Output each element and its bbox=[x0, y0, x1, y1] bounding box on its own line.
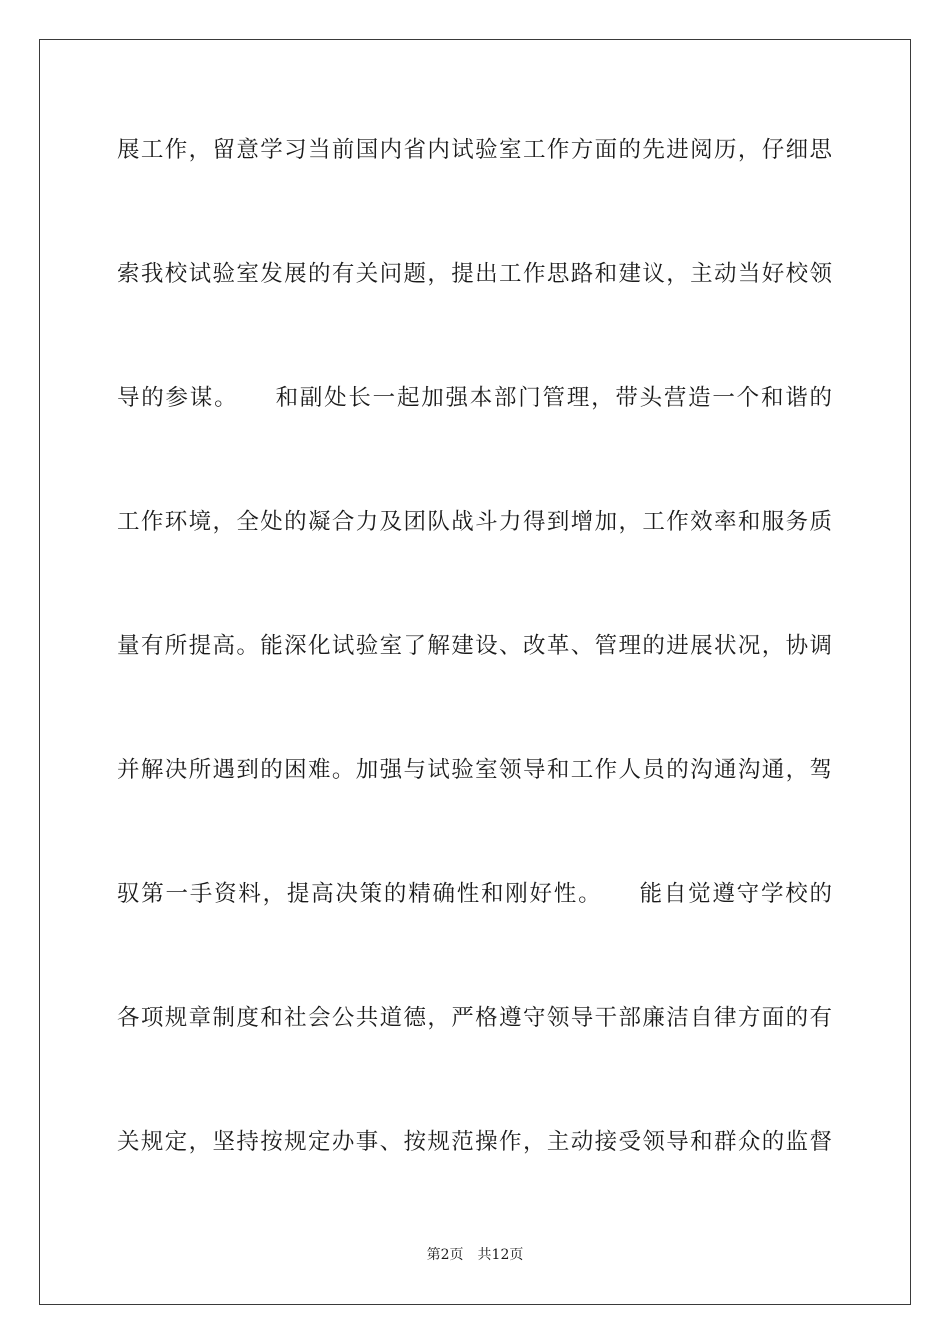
text-line: 关规定，坚持按规定办事、按规范操作，主动接受领导和群众的监督 bbox=[117, 1129, 832, 1155]
text-line: 并解决所遇到的困难。加强与试验室领导和工作人员的沟通沟通，驾 bbox=[117, 757, 832, 783]
text-line: 展工作，留意学习当前国内省内试验室工作方面的先进阅历，仔细思 bbox=[117, 137, 832, 163]
page-border bbox=[39, 39, 911, 1305]
text-line: 导的参谋。 和副处长一起加强本部门管理，带头营造一个和谐的 bbox=[117, 385, 832, 411]
page-count: 共12页 bbox=[477, 1247, 524, 1263]
text-line: 工作环境，全处的凝合力及团队战斗力得到增加，工作效率和服务质 bbox=[117, 509, 832, 535]
text-line: 驭第一手资料，提高决策的精确性和刚好性。 能自觉遵守学校的 bbox=[117, 881, 832, 907]
text-line: 各项规章制度和社会公共道德，严格遵守领导干部廉洁自律方面的有 bbox=[117, 1005, 832, 1031]
page-number: 第2页 bbox=[426, 1247, 464, 1263]
text-line: 索我校试验室发展的有关问题，提出工作思路和建议，主动当好校领 bbox=[117, 261, 832, 287]
text-line: 量有所提高。能深化试验室了解建设、改革、管理的进展状况，协调 bbox=[117, 633, 832, 659]
page-footer bbox=[0, 1246, 950, 1264]
